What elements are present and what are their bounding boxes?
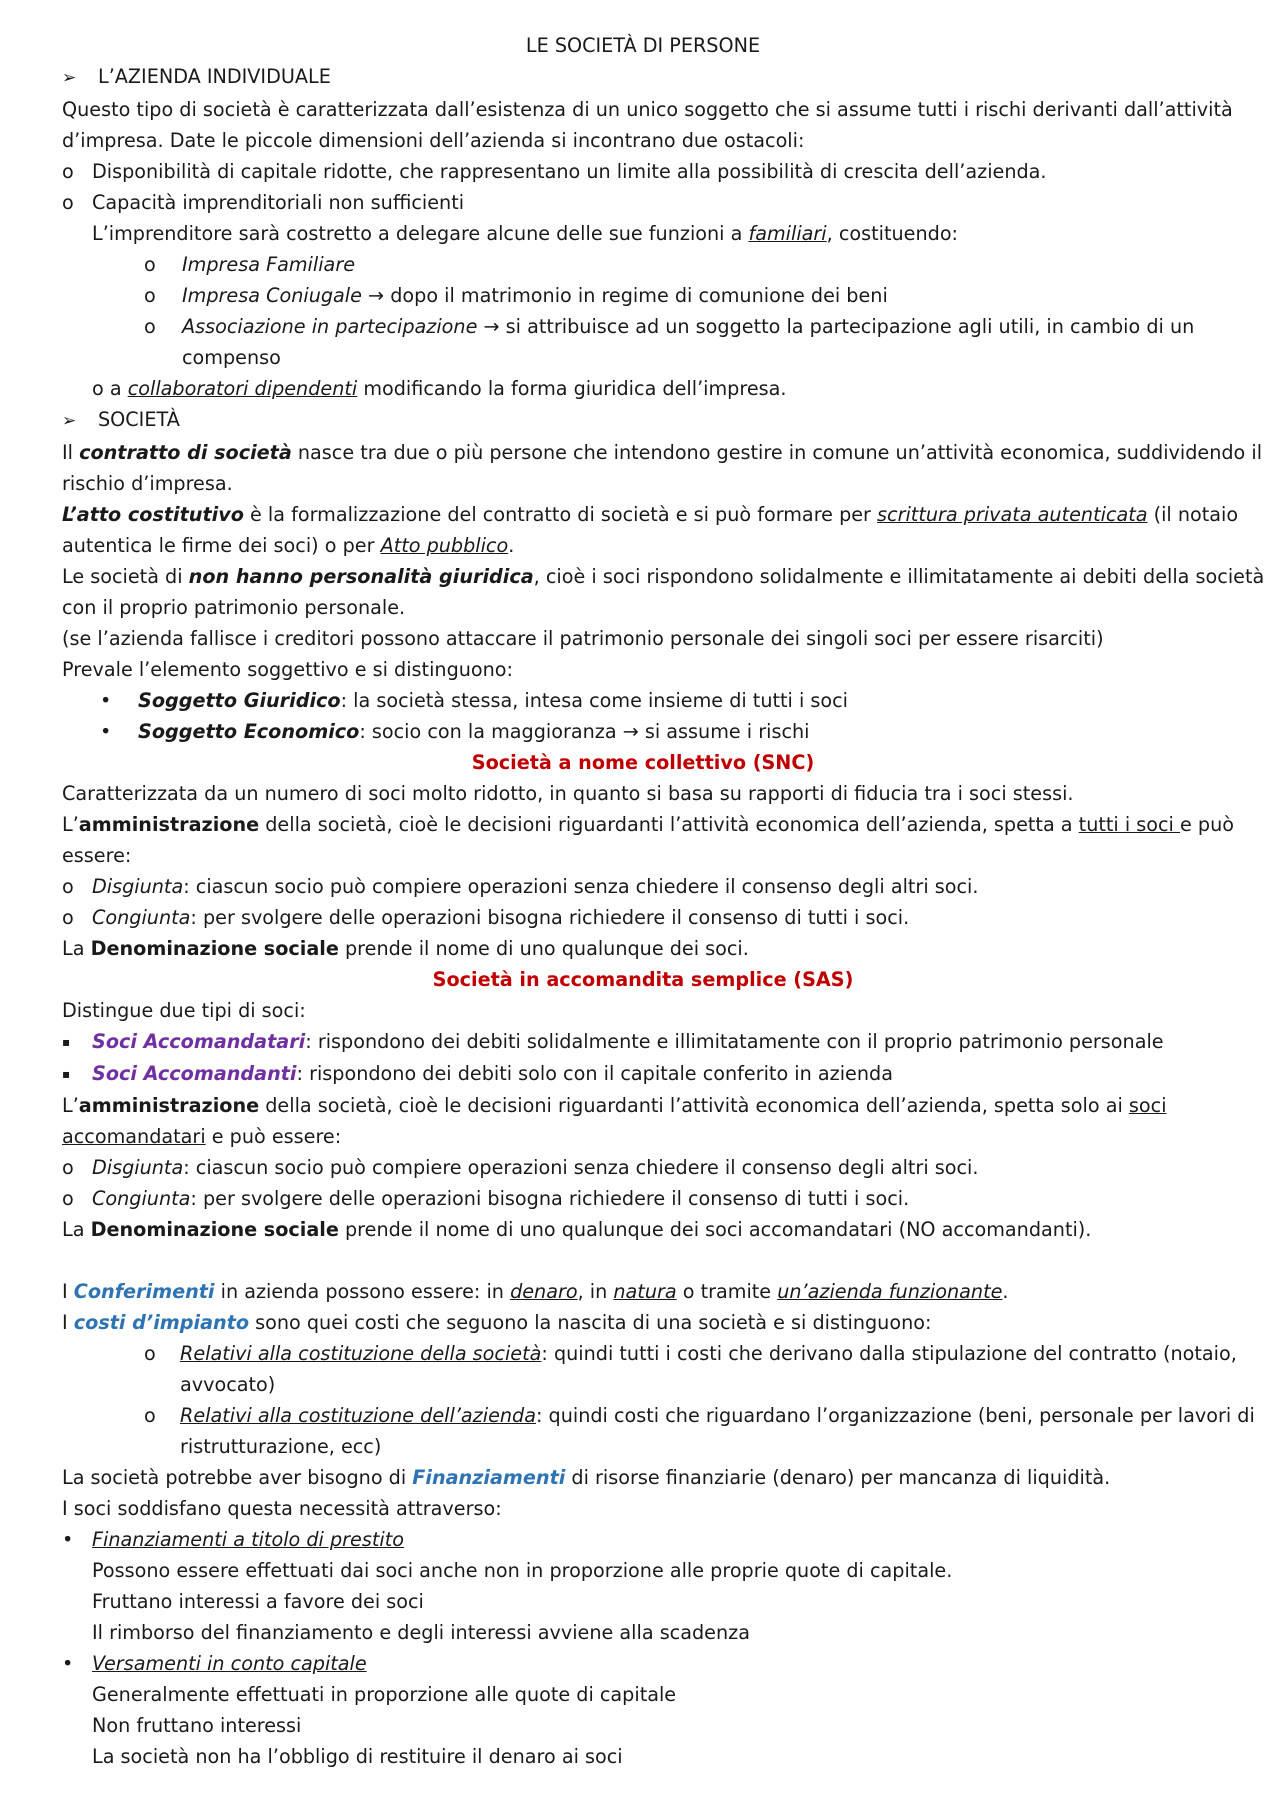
paragraph: Possono essere effettuati dai soci anche non in proporzione alle proprie quote di capitale. <box>92 1559 953 1582</box>
spacer <box>62 1245 1224 1276</box>
circle-bullet-icon: o <box>62 906 74 929</box>
paragraph: Questo tipo di società è caratterizzata dall’esistenza di un unico soggetto che si assume tutti i rischi derivanti dall’attività <box>62 98 1233 121</box>
arrow-bullet-icon: ➢ <box>62 411 77 431</box>
paragraph: compenso <box>182 346 281 369</box>
list-item: o Impresa Familiare <box>62 249 1224 280</box>
paragraph: Distingue due tipi di soci: <box>62 999 306 1022</box>
paragraph: Non fruttano interessi <box>92 1714 302 1737</box>
paragraph: I soci soddisfano questa necessità attraverso: <box>62 1497 502 1520</box>
paragraph: o a collaboratori dipendenti modificando la forma giuridica dell’impresa. <box>92 377 787 400</box>
paragraph: L’amministrazione della società, cioè le decisioni riguardanti l’attività economica dell’azienda, spetta solo ai soci <box>62 1094 1167 1117</box>
list-item: • Finanziamenti a titolo di prestito <box>62 1524 1224 1555</box>
dot-bullet-icon: • <box>100 689 112 712</box>
dot-bullet-icon: • <box>100 720 112 743</box>
list-item: • Soggetto Giuridico: la società stessa, intesa come insieme di tutti i soci <box>62 685 1224 716</box>
circle-bullet-icon: o <box>144 1342 156 1365</box>
paragraph: La Denominazione sociale prende il nome di uno qualunque dei soci accomandatari (NO accomandanti). <box>62 1218 1092 1241</box>
paragraph: Generalmente effettuati in proporzione alle quote di capitale <box>92 1683 677 1706</box>
paragraph: Il contratto di società nasce tra due o più persone che intendono gestire in comune un’attività economica, suddividendo il <box>62 441 1263 464</box>
list-item: • Versamenti in conto capitale <box>62 1648 1224 1679</box>
circle-bullet-icon: o <box>62 875 74 898</box>
list-item: ▪ Soci Accomandanti: rispondono dei debiti solo con il capitale conferito in azienda <box>62 1058 1224 1090</box>
arrow-bullet-icon: ➢ <box>62 68 77 88</box>
list-item: o Relativi alla costituzione dell’azienda: quindi costi che riguardano l’organizzazione (beni, personale per lavori di <box>62 1400 1224 1431</box>
circle-bullet-icon: o <box>144 284 156 307</box>
circle-bullet-icon: o <box>144 315 156 338</box>
paragraph: rischio d’impresa. <box>62 472 233 495</box>
circle-bullet-icon: o <box>144 1404 156 1427</box>
list-item: o Associazione in partecipazione → si attribuisce ad un soggetto la partecipazione agli utili, in cambio di un <box>62 311 1224 342</box>
paragraph: L’atto costitutivo è la formalizzazione del contratto di società e si può formare per scrittura privata autenticata (il notaio <box>62 503 1239 526</box>
paragraph: L’amministrazione della società, cioè le decisioni riguardanti l’attività economica dell’azienda, spetta a tutti i soci e può <box>62 813 1234 836</box>
list-item: • Soggetto Economico: socio con la maggioranza → si assume i rischi <box>62 716 1224 747</box>
paragraph: Caratterizzata da un numero di soci molto ridotto, in quanto si basa su rapporti di fiducia tra i soci stessi. <box>62 782 1074 805</box>
list-item: o Disgiunta: ciascun socio può compiere operazioni senza chiedere il consenso degli altri soci. <box>62 871 1224 902</box>
circle-bullet-icon: o <box>62 191 74 214</box>
square-bullet-icon: ▪ <box>62 1067 71 1081</box>
dot-bullet-icon: • <box>62 1528 74 1551</box>
paragraph: con il proprio patrimonio personale. <box>62 596 406 619</box>
list-item: o Congiunta: per svolgere delle operazioni bisogna richiedere il consenso di tutti i soci. <box>62 1183 1224 1214</box>
paragraph: Fruttano interessi a favore dei soci <box>92 1590 424 1613</box>
list-item: o Impresa Coniugale → dopo il matrimonio in regime di comunione dei beni <box>62 280 1224 311</box>
list-item: ▪ Soci Accomandatari: rispondono dei debiti solidalmente e illimitatamente con il proprio patrimonio personale <box>62 1026 1224 1058</box>
paragraph: La società potrebbe aver bisogno di Finanziamenti di risorse finanziarie (denaro) per mancanza di liquidità. <box>62 1466 1111 1489</box>
paragraph: ristrutturazione, ecc) <box>180 1435 382 1458</box>
list-item: o Capacità imprenditoriali non sufficienti <box>62 187 1224 218</box>
list-item: o Disponibilità di capitale ridotte, che rappresentano un limite alla possibilità di crescita dell’azienda. <box>62 156 1224 187</box>
section-title-sas: Società in accomandita semplice (SAS) <box>432 968 854 991</box>
paragraph: I Conferimenti in azienda possono essere: in denaro, in natura o tramite un’azienda funzionante. <box>62 1280 1009 1303</box>
paragraph: avvocato) <box>180 1373 276 1396</box>
paragraph: Il rimborso del finanziamento e degli interessi avviene alla scadenza <box>92 1621 750 1644</box>
circle-bullet-icon: o <box>62 1187 74 1210</box>
circle-bullet-icon: o <box>62 160 74 183</box>
circle-bullet-icon: o <box>144 253 156 276</box>
paragraph: accomandatari e può essere: <box>62 1125 342 1148</box>
paragraph: essere: <box>62 844 132 867</box>
paragraph: Le società di non hanno personalità giuridica, cioè i soci rispondono solidalmente e illimitatamente ai debiti della società <box>62 565 1265 588</box>
paragraph: I costi d’impianto sono quei costi che seguono la nascita di una società e si distinguono: <box>62 1311 932 1334</box>
circle-bullet-icon: o <box>62 1156 74 1179</box>
section-heading-societa: ➢ SOCIETÀ <box>62 404 1224 437</box>
list-item: o Relativi alla costituzione della società: quindi tutti i costi che derivano dalla stipulazione del contratto (notaio, <box>62 1338 1224 1369</box>
paragraph: La Denominazione sociale prende il nome di uno qualunque dei soci. <box>62 937 749 960</box>
dot-bullet-icon: • <box>62 1652 74 1675</box>
paragraph: Prevale l’elemento soggettivo e si distinguono: <box>62 658 514 681</box>
paragraph: d’impresa. Date le piccole dimensioni dell’azienda si incontrano due ostacoli: <box>62 129 805 152</box>
paragraph: (se l’azienda fallisce i creditori possono attaccare il patrimonio personale dei singoli soci per essere risarciti) <box>62 627 1104 650</box>
list-item: o Disgiunta: ciascun socio può compiere operazioni senza chiedere il consenso degli altri soci. <box>62 1152 1224 1183</box>
list-item: o Congiunta: per svolgere delle operazioni bisogna richiedere il consenso di tutti i soci. <box>62 902 1224 933</box>
paragraph: L’imprenditore sarà costretto a delegare alcune delle sue funzioni a familiari, costituendo: <box>92 222 959 245</box>
page-title: LE SOCIETÀ DI PERSONE <box>525 34 761 57</box>
paragraph: autentica le firme dei soci) o per Atto pubblico. <box>62 534 515 557</box>
paragraph: La società non ha l’obbligo di restituire il denaro ai soci <box>92 1745 623 1768</box>
square-bullet-icon: ▪ <box>62 1035 71 1049</box>
section-heading-azienda: ➢ L’AZIENDA INDIVIDUALE <box>62 61 1224 94</box>
section-title-snc: Società a nome collettivo (SNC) <box>471 751 815 774</box>
